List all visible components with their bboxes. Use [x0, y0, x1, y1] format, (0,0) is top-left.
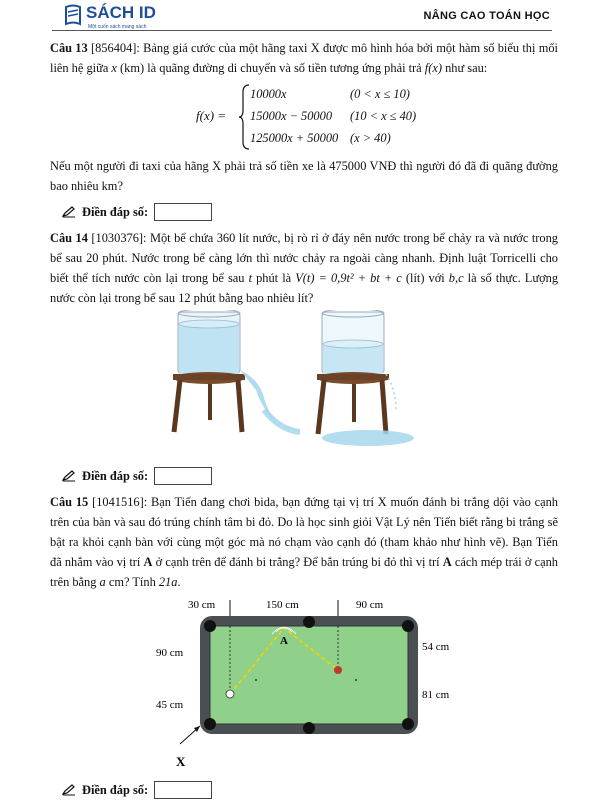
- q13-label: Câu 13: [50, 41, 88, 55]
- answer-label: Điền đáp số:: [82, 469, 149, 483]
- q14-formula: V(t) = 0,9t² + bt + c: [295, 271, 402, 285]
- pencil-icon: [62, 784, 76, 796]
- label-A: A: [280, 635, 288, 647]
- q14-text: [50, 228, 558, 308]
- pocket: [204, 620, 216, 632]
- case-cond: (x > 40): [350, 131, 391, 145]
- case-cond: (10 < x ≤ 40): [350, 109, 417, 123]
- case-expr: 10000x: [250, 87, 287, 101]
- q14-text-c: (lít) với: [401, 271, 449, 285]
- fx-left: f(x) =: [196, 108, 227, 123]
- label-X: X: [176, 754, 186, 769]
- red-ball: [334, 666, 342, 674]
- q14-var-t: t: [248, 271, 253, 285]
- tank-right: [317, 310, 414, 446]
- q13-answer-box[interactable]: [154, 203, 212, 221]
- q15-text-d: cm? Tính: [105, 575, 159, 589]
- page-header: [0, 0, 600, 36]
- label-45cm: 45 cm: [156, 699, 184, 711]
- answer-label: Điền đáp số:: [82, 783, 149, 797]
- billiard-table: [50, 594, 558, 774]
- logo-tagline: Một cuốn sách mang sách: [88, 24, 147, 30]
- q15-point-a2: A: [442, 555, 452, 569]
- case-row: [250, 84, 410, 104]
- white-ball: [226, 690, 234, 698]
- q15-text-a: [1041516]: Bạn Tiến đang chơi bida, bạn đứng tại vị trí X muốn đánh bi trắng dội vào cạnh trên của bàn và sau đó trúng chính tâm bi đỏ. Do là học sinh giỏi Vật Lý nên Tiến biết rằng bi trắng sẽ bật ra khỏi cạnh bàn với cùng một góc mà nó chạm vào cạnh đó (tham khảo như hình vẽ). Bạn Tiến đã nhắm vào vị trí: [50, 495, 558, 569]
- table-felt: [210, 626, 408, 724]
- q15-var-a: a: [99, 575, 106, 589]
- pocket: [303, 616, 315, 628]
- q13-text-b: (km) là quãng đường di chuyển và số tiền tương ứng phải trả: [116, 61, 425, 75]
- case-row: [250, 128, 391, 148]
- case-expr: 125000x + 50000: [250, 131, 339, 145]
- q15-answer: [62, 780, 558, 800]
- q14-vars: b,c: [448, 271, 464, 285]
- label-81cm: 81 cm: [422, 689, 450, 701]
- label-30cm: 30 cm: [188, 599, 216, 611]
- pencil-icon: [62, 206, 76, 218]
- tank-left: [173, 310, 300, 432]
- q14-answer-box[interactable]: [154, 467, 212, 485]
- q14-answer: [62, 466, 558, 486]
- q13-var-x: x: [111, 61, 117, 75]
- book-logo-icon: [62, 4, 84, 28]
- q15-point-a: A: [143, 555, 153, 569]
- pocket: [303, 722, 315, 734]
- q13-text: [50, 38, 558, 78]
- label-90cm-left: 90 cm: [156, 647, 184, 659]
- pocket: [402, 718, 414, 730]
- q13-question: Nếu một người đi taxi của hãng X phải trả số tiền xe là 475000 VNĐ thì người đó đã đi quãng đường bao nhiêu km?: [50, 159, 558, 193]
- q15-answer-box[interactable]: [154, 781, 212, 799]
- q14-text-b: phút là: [252, 271, 296, 285]
- label-150cm: 150 cm: [266, 599, 299, 611]
- q15-text-b: ở cạnh trên để đánh bi trắng? Để bắn trúng bi đỏ thì vị trí: [152, 555, 443, 569]
- page-content: [50, 38, 558, 806]
- label-54cm: 54 cm: [422, 641, 450, 653]
- q13-fx: f(x): [424, 61, 442, 75]
- q14-label: Câu 14: [50, 231, 88, 245]
- header-divider: [52, 30, 552, 31]
- q15-text-c: cách mép trái ở cạnh trên bằng: [50, 555, 558, 589]
- left-brace-icon: [238, 84, 250, 150]
- q14-text-d: là số thực. Lượng nước còn lại trong bể sau 12 phút bằng bao nhiêu lít?: [50, 271, 559, 305]
- answer-label: Điền đáp số:: [82, 205, 149, 219]
- label-90cm-top: 90 cm: [356, 599, 384, 611]
- q13-text-c: như sau:: [441, 61, 488, 75]
- section-title: NÂNG CAO TOÁN HỌC: [423, 10, 550, 22]
- case-expr: 15000x − 50000: [250, 109, 333, 123]
- tanks-illustration: [50, 310, 558, 460]
- q15-text: [50, 492, 558, 592]
- tanks-image: [50, 310, 558, 460]
- pocket: [204, 718, 216, 730]
- case-cond: (0 < x ≤ 10): [350, 87, 410, 101]
- case-row: [250, 106, 417, 126]
- logo: [62, 4, 156, 28]
- pencil-icon: [62, 470, 76, 482]
- q15-label: Câu 15: [50, 495, 89, 509]
- pocket: [402, 620, 414, 632]
- logo-text: SÁCH ID: [86, 3, 156, 22]
- q13-answer: [62, 202, 558, 222]
- q15-calc: 21a: [158, 575, 178, 589]
- q13-text-a: [856404]: Bảng giá cước của một hãng taxi X được mô hình hóa bởi một hàm số biểu thị mối liên hệ giữa: [50, 41, 558, 75]
- q14-text-a: [1030376]: Một bể chứa 360 lít nước, bị rò rỉ ở đáy nên nước trong bể chảy ra và nước trong bể sau 20 phút. Nước trong bể càng lớn thì nước chảy ra ngoài càng nhanh. Định luật Torricelli cho biết thể tích nước còn lại trong bể sau: [50, 231, 558, 285]
- q15-text-e: .: [177, 575, 181, 589]
- piecewise-function: [50, 82, 558, 154]
- billiard-diagram: [50, 594, 558, 774]
